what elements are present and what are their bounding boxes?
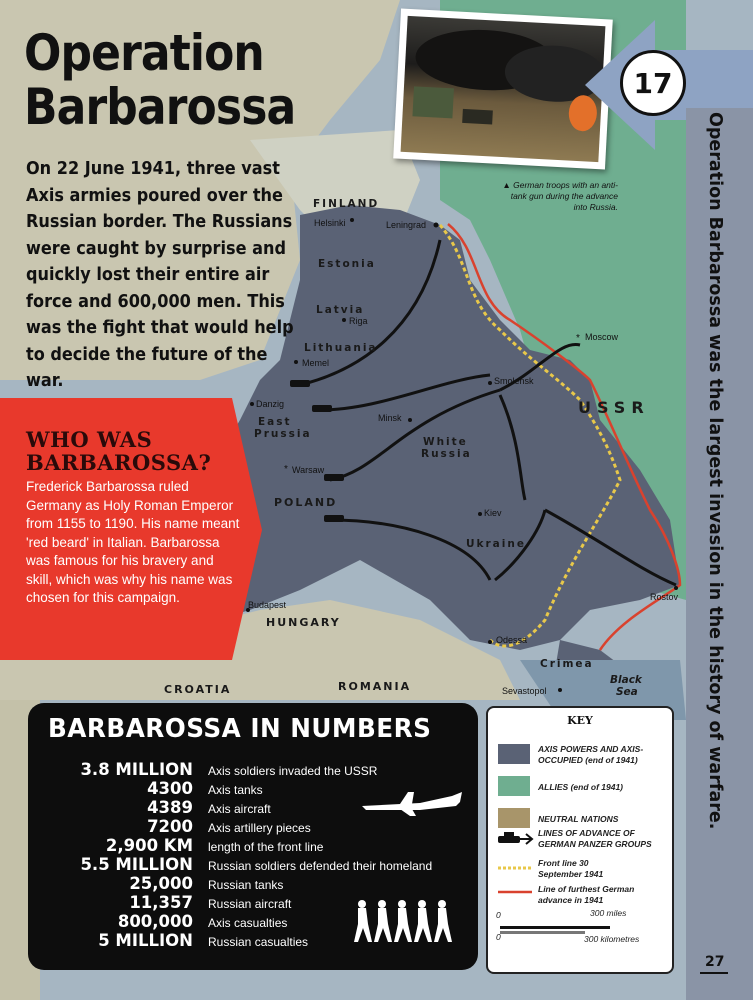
key-front-line-symbol [496, 864, 534, 872]
label-ukraine: Ukraine [466, 538, 526, 550]
key-label-allies: ALLIES (end of 1941) [538, 782, 624, 792]
numbers-desc: Russian tanks [208, 878, 284, 892]
photo-caption: ▲ German troops with an anti-tank gun during the advance into Russia. [502, 180, 618, 212]
city-helsinki: Helsinki [314, 218, 346, 228]
city-memel: Memel [302, 358, 330, 368]
label-black-sea-2: Sea [616, 686, 638, 698]
key-title: KEY [567, 714, 593, 727]
numbers-row [36, 875, 456, 894]
city-danzig: Danzig [256, 399, 285, 409]
who-title-line-1: WHO WAS [26, 427, 153, 452]
city-odessa: Odessa [496, 635, 528, 645]
numbers-value: 4389 [147, 798, 193, 817]
label-finland: FINLAND [313, 198, 380, 210]
svg-text:*: * [576, 333, 580, 344]
city-riga: Riga [349, 316, 368, 326]
german-troops-photo [393, 9, 613, 170]
label-croatia: CROATIA [164, 683, 232, 696]
label-lithuania: Lithuania [304, 342, 378, 354]
numbers-value: 2,900 KM [105, 836, 193, 855]
vertical-caption [705, 112, 735, 830]
svg-text:*: * [284, 464, 288, 475]
key-label-panzer: LINES OF ADVANCE OF GERMAN PANZER GROUPS [538, 828, 652, 849]
key-scale-miles: 300 miles [590, 908, 627, 918]
who-was-barbarossa-text: Frederick Barbarossa ruled Germany as Holy Roman Emperor from 1155 to 1190. His name meant 'red beard' in Italian. Barbarossa was famous for his bravery and skill, which was why his name was chosen for this campaign. [26, 479, 240, 605]
label-black-sea-1: Black [610, 674, 642, 686]
label-estonia: Estonia [318, 258, 376, 270]
key-label-furthest: Line of furthest German advance in 1941 [538, 884, 635, 905]
title-line-2: Barbarossa [24, 78, 296, 136]
label-white-russia-2: Russia [421, 448, 472, 460]
numbers-row [36, 818, 456, 837]
label-east-prussia-1: East [258, 416, 292, 428]
numbers-value: 800,000 [117, 912, 193, 931]
city-budapest: Budapest [248, 600, 287, 610]
numbers-desc: Axis tanks [208, 783, 263, 797]
page-number: 27 [705, 954, 725, 970]
city-minsk: Minsk [378, 413, 402, 423]
numbers-row [36, 856, 456, 875]
numbers-value: 4300 [147, 779, 193, 798]
key-label-neutral: NEUTRAL NATIONS [538, 814, 619, 824]
label-romania: ROMANIA [338, 680, 412, 693]
key-scale-zero-1: 0 [496, 910, 501, 920]
key-scale-km: 300 kilometres [584, 934, 640, 944]
key-label-front-line: Front line 30 September 1941 [538, 858, 604, 879]
numbers-value: 25,000 [129, 874, 193, 893]
title-line-1: Operation [24, 24, 264, 82]
numbers-desc: Axis casualties [208, 916, 288, 930]
numbers-row [36, 761, 456, 780]
label-ussr: USSR [578, 398, 650, 417]
map-key [486, 706, 674, 974]
label-latvia: Latvia [316, 304, 365, 316]
key-label-axis: AXIS POWERS AND AXIS-OCCUPIED (end of 1941) [538, 744, 644, 765]
label-white-russia-1: White [423, 436, 468, 448]
city-smolensk: Smolensk [494, 376, 534, 386]
numbers-desc: Axis artillery pieces [208, 821, 311, 835]
key-swatch-allies [498, 776, 530, 796]
aircraft-icon [360, 790, 464, 818]
city-kiev: Kiev [484, 508, 502, 518]
city-leningrad: Leningrad [386, 220, 427, 230]
numbers-desc: Russian soldiers defended their homeland [208, 859, 433, 873]
vertical-caption-text: Operation Barbarossa was the largest invasion in the history of warfare. [705, 112, 725, 830]
label-east-prussia-2: Prussia [254, 428, 312, 440]
numbers-desc: Axis soldiers invaded the USSR [208, 764, 378, 778]
numbers-value: 11,357 [129, 893, 193, 912]
key-panzer-icon [496, 830, 534, 848]
numbers-desc: Russian aircraft [208, 897, 292, 911]
key-swatch-neutral [498, 808, 530, 828]
label-hungary: HUNGARY [266, 616, 341, 629]
who-was-barbarossa-heading [26, 428, 211, 474]
numbers-title: BARBAROSSA IN NUMBERS [48, 714, 432, 744]
numbers-value: 5 MILLION [98, 931, 193, 950]
numbers-desc: length of the front line [208, 840, 324, 854]
soldiers-icon [352, 898, 464, 946]
key-scale-zero-2: 0 [496, 932, 501, 942]
city-warsaw: Warsaw [292, 465, 325, 475]
photo-caption-text: German troops with an anti-tank gun during the advance into Russia. [510, 180, 618, 212]
numbers-value: 5.5 MILLION [80, 855, 193, 874]
numbers-value: 7200 [147, 817, 193, 836]
key-swatch-axis [498, 744, 530, 764]
chapter-number: 17 [620, 50, 686, 116]
who-title-line-2: BARBAROSSA? [26, 450, 212, 475]
city-sevastopol: Sevastopol [502, 686, 547, 696]
intro-paragraph: On 22 June 1941, three vast Axis armies poured over the Russian border. The Russians were caught by surprise and quickly lost their entire air force and 600,000 men. This was the fight that would help to decide the future of the war. [26, 159, 294, 391]
numbers-row [36, 837, 456, 856]
city-rostov: Rostov [650, 592, 679, 602]
numbers-desc: Russian casualties [208, 935, 309, 949]
page-title [24, 26, 295, 134]
label-crimea: Crimea [540, 658, 594, 670]
key-furthest-line-symbol [496, 888, 534, 896]
page-number-rule [700, 972, 728, 974]
city-moscow: Moscow [585, 332, 619, 342]
numbers-value: 3.8 MILLION [80, 760, 193, 779]
numbers-desc: Axis aircraft [208, 802, 271, 816]
label-poland: POLAND [274, 496, 338, 509]
